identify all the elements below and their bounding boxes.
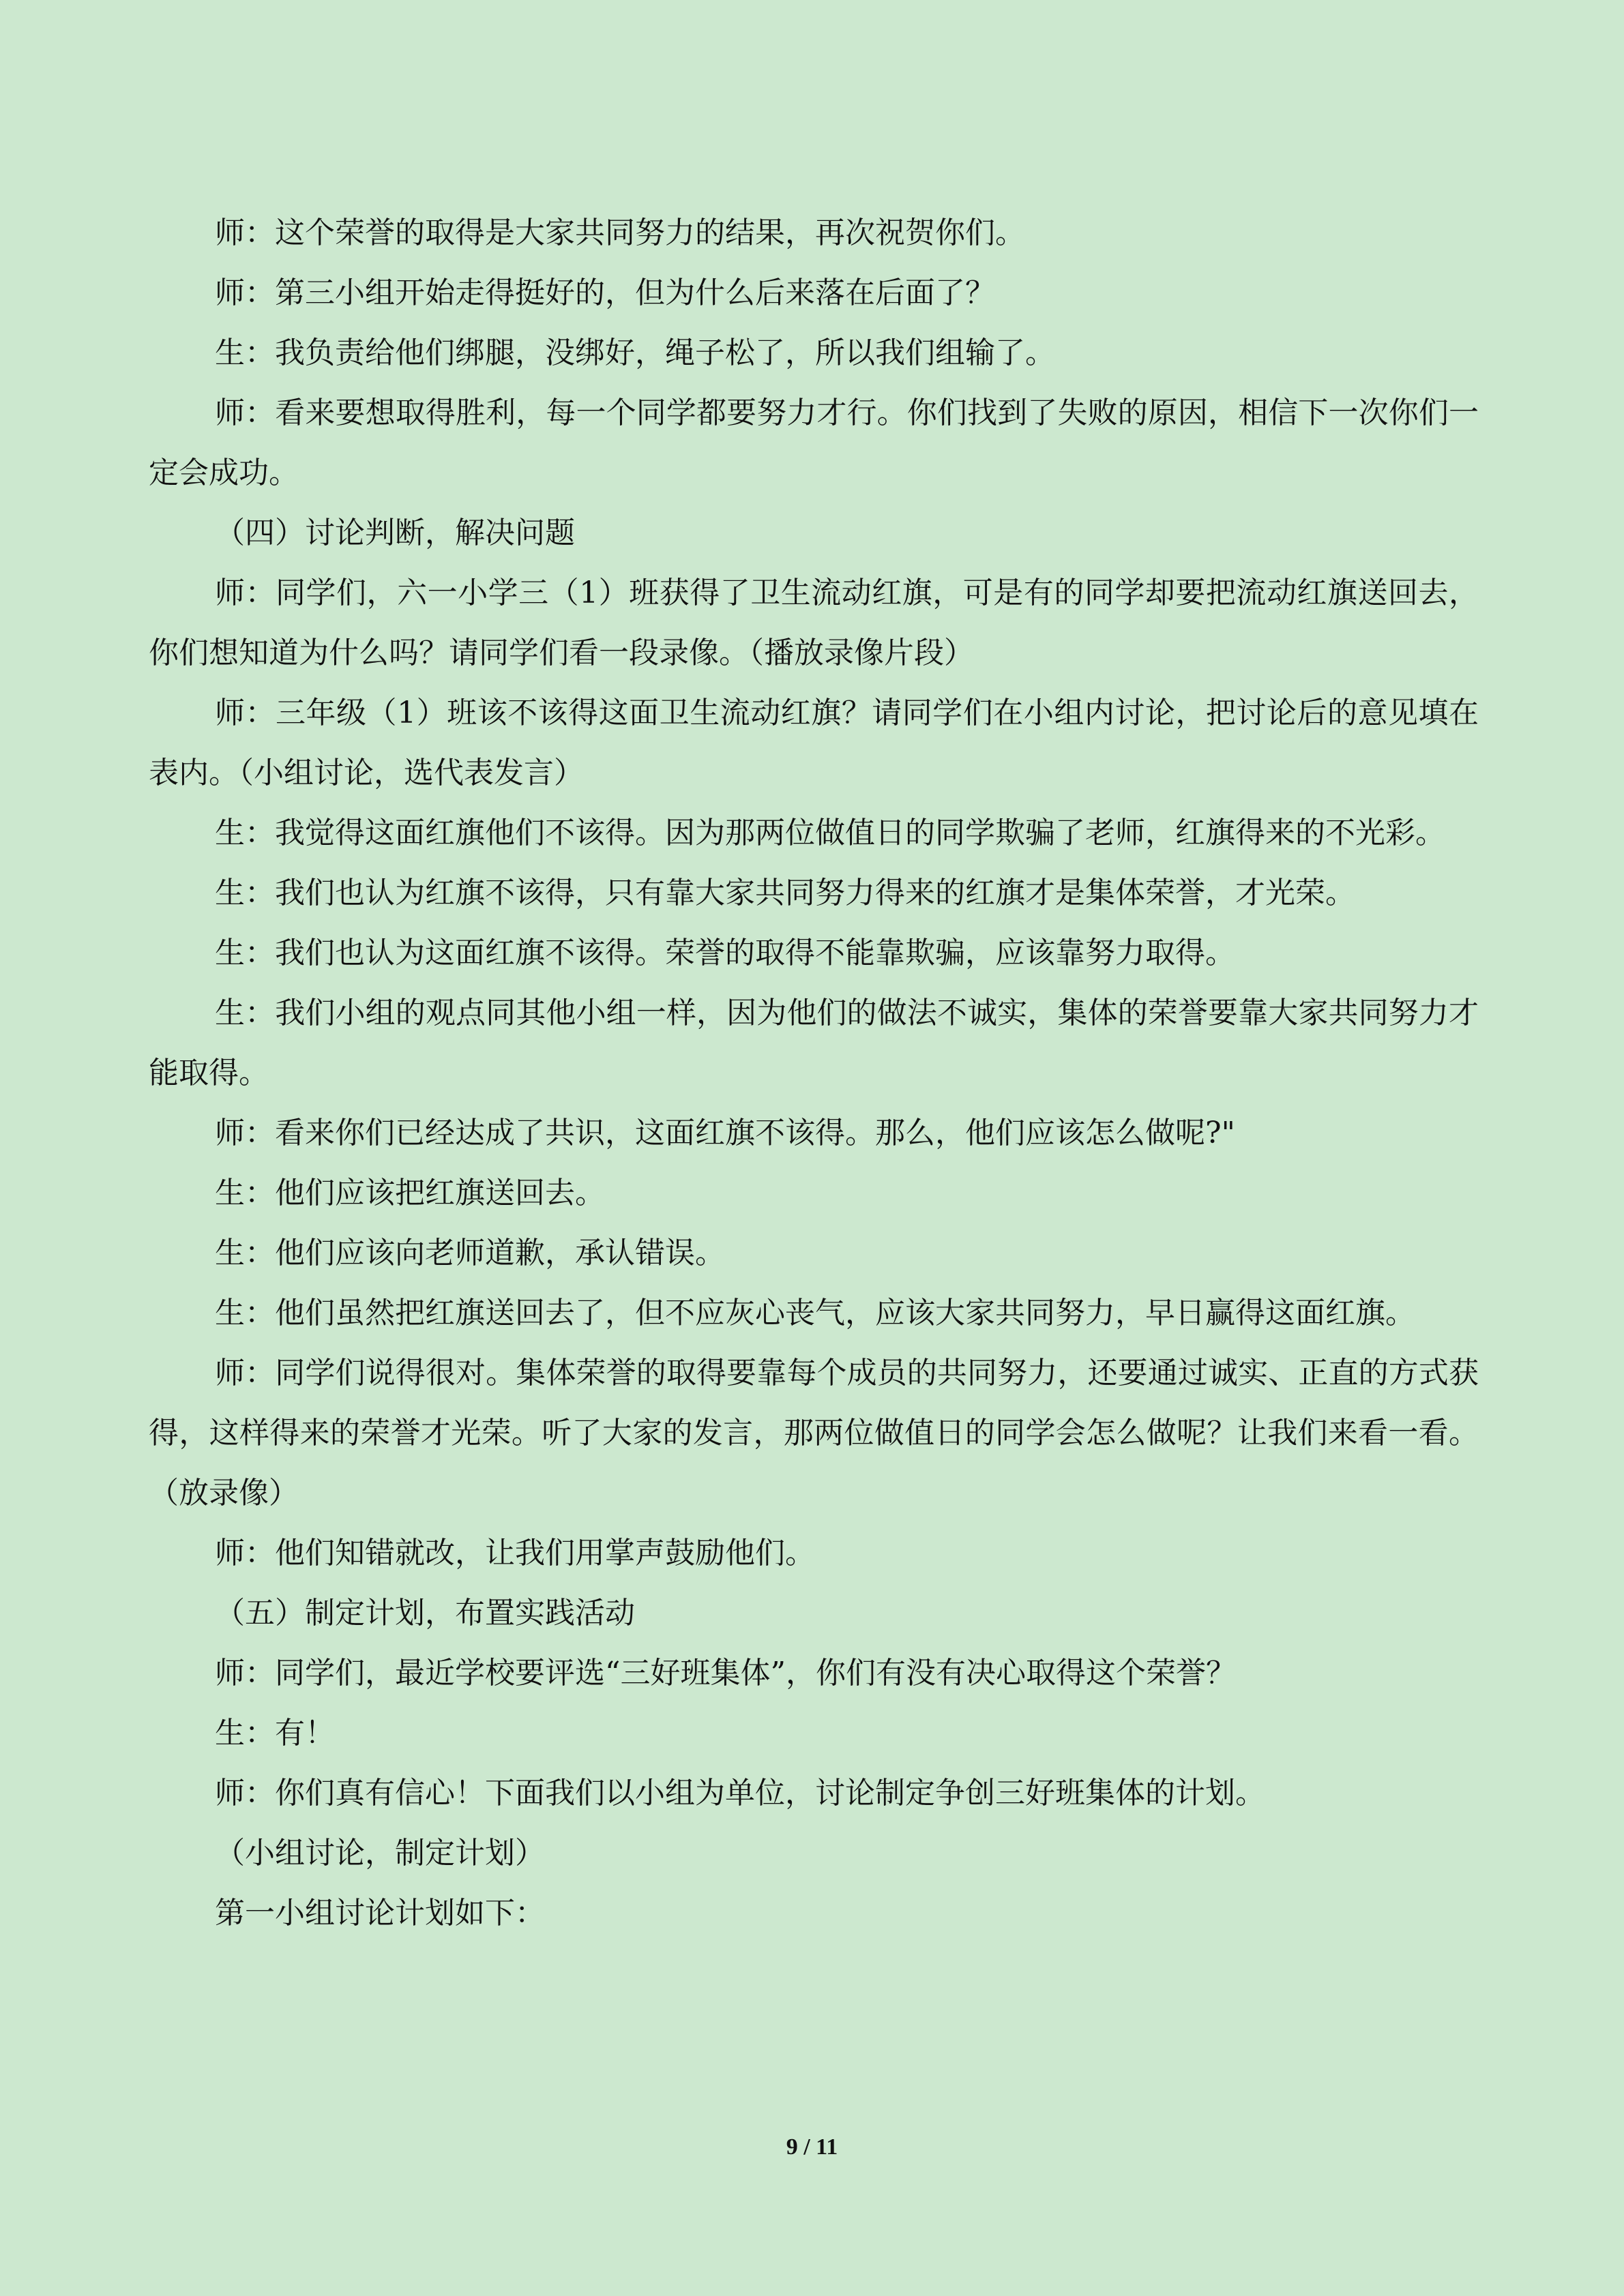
paragraph: 生：我觉得这面红旗他们不该得。因为那两位做值日的同学欺骗了老师，红旗得来的不光彩。 xyxy=(215,816,1445,850)
section-heading: （四）讨论判断，解决问题 xyxy=(215,516,575,550)
page-number: 9 / 11 xyxy=(786,2134,838,2160)
paragraph: 生：我负责给他们绑腿，没绑好，绳子松了，所以我们组输了。 xyxy=(215,336,1055,370)
section-heading: （小组讨论，制定计划） xyxy=(215,1836,545,1870)
paragraph: 师：第三小组开始走得挺好的，但为什么后来落在后面了？ xyxy=(215,275,995,310)
paragraph: 第一小组讨论计划如下： xyxy=(215,1896,545,1930)
paragraph: 师：看来你们已经达成了共识，这面红旗不该得。那么，他们应该怎么做呢?" xyxy=(215,1116,1235,1150)
paragraph: 生：我们小组的观点同其他小组一样，因为他们的做法不诚实，集体的荣誉要靠大家共同努力才能取得。 xyxy=(149,996,1479,1090)
paragraph: 师：看来要想取得胜利，每一个同学都要努力才行。你们找到了失败的原因，相信下一次你们一定会成功。 xyxy=(149,396,1479,490)
paragraph: 师：他们知错就改，让我们用掌声鼓励他们。 xyxy=(215,1536,815,1570)
document-body xyxy=(149,203,1479,1943)
paragraph: 师：你们真有信心！下面我们以小组为单位，讨论制定争创三好班集体的计划。 xyxy=(215,1776,1265,1810)
paragraph: 生：我们也认为红旗不该得，只有靠大家共同努力得来的红旗才是集体荣誉，才光荣。 xyxy=(215,876,1355,910)
section-heading: （五）制定计划，布置实践活动 xyxy=(215,1596,635,1630)
paragraph: 生：我们也认为这面红旗不该得。荣誉的取得不能靠欺骗，应该靠努力取得。 xyxy=(215,936,1235,970)
paragraph: 师：三年级（1）班该不该得这面卫生流动红旗？请同学们在小组内讨论，把讨论后的意见填在表内。（小组讨论，选代表发言） xyxy=(149,696,1479,790)
paragraph: 生：他们应该把红旗送回去。 xyxy=(215,1176,605,1210)
paragraph: 师：同学们说得很对。集体荣誉的取得要靠每个成员的共同努力，还要通过诚实、正直的方式获得，这样得来的荣誉才光荣。听了大家的发言，那两位做值日的同学会怎么做呢？让我们来看一看。（放录像） xyxy=(149,1356,1479,1510)
paragraph: 生：有！ xyxy=(215,1716,335,1750)
paragraph: 生：他们虽然把红旗送回去了，但不应灰心丧气，应该大家共同努力，早日赢得这面红旗。 xyxy=(215,1296,1415,1330)
paragraph: 师：同学们，六一小学三（1）班获得了卫生流动红旗，可是有的同学却要把流动红旗送回去，你们想知道为什么吗？请同学们看一段录像。（播放录像片段） xyxy=(149,576,1479,670)
paragraph: 师：同学们，最近学校要评选“三好班集体”，你们有没有决心取得这个荣誉？ xyxy=(215,1656,1236,1690)
paragraph: 师：这个荣誉的取得是大家共同努力的结果，再次祝贺你们。 xyxy=(215,215,1025,250)
paragraph: 生：他们应该向老师道歉，承认错误。 xyxy=(215,1236,725,1270)
